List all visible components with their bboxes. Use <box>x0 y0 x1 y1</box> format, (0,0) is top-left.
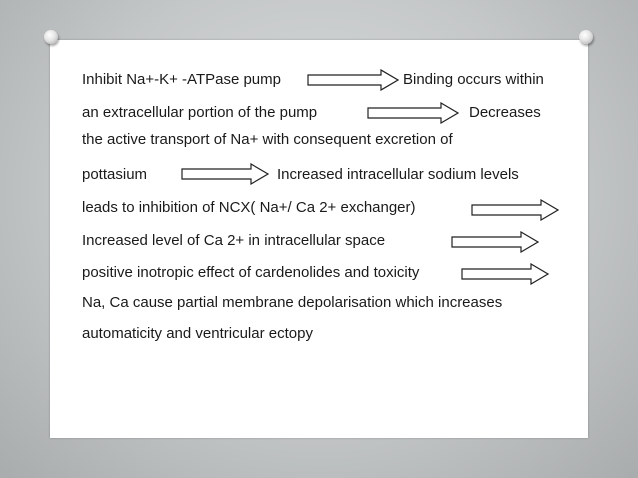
right-arrow-icon <box>181 163 269 185</box>
line-3: the active transport of Na+ with consequent excretion of <box>82 131 453 148</box>
line-6: Increased level of Ca 2+ in intracellular space <box>82 232 386 249</box>
right-text-3: Increased intracellular sodium levels <box>277 166 519 183</box>
right-text-2: Decreases <box>469 104 541 121</box>
right-arrow-icon <box>367 102 459 124</box>
line-7: positive inotropic effect of cardenolides and toxicity <box>82 264 420 281</box>
line-5: leads to inhibition of NCX( Na+/ Ca 2+ exchanger) <box>82 199 416 216</box>
line-9: automaticity and ventricular ectopy <box>82 325 313 342</box>
right-text-1: Binding occurs within <box>403 71 544 88</box>
pushpin-icon <box>579 30 593 44</box>
line-4: pottasium <box>82 166 148 183</box>
line-2: an extracellular portion of the pump <box>82 104 318 121</box>
line-8: Na, Ca cause partial membrane depolarisation which increases <box>82 294 503 311</box>
right-arrow-icon <box>461 263 549 285</box>
right-arrow-icon <box>451 231 539 253</box>
pushpin-icon <box>44 30 58 44</box>
line-1: Inhibit Na+-K+ -ATPase pump <box>82 71 281 88</box>
right-arrow-icon <box>307 69 399 91</box>
right-arrow-icon <box>471 199 559 221</box>
